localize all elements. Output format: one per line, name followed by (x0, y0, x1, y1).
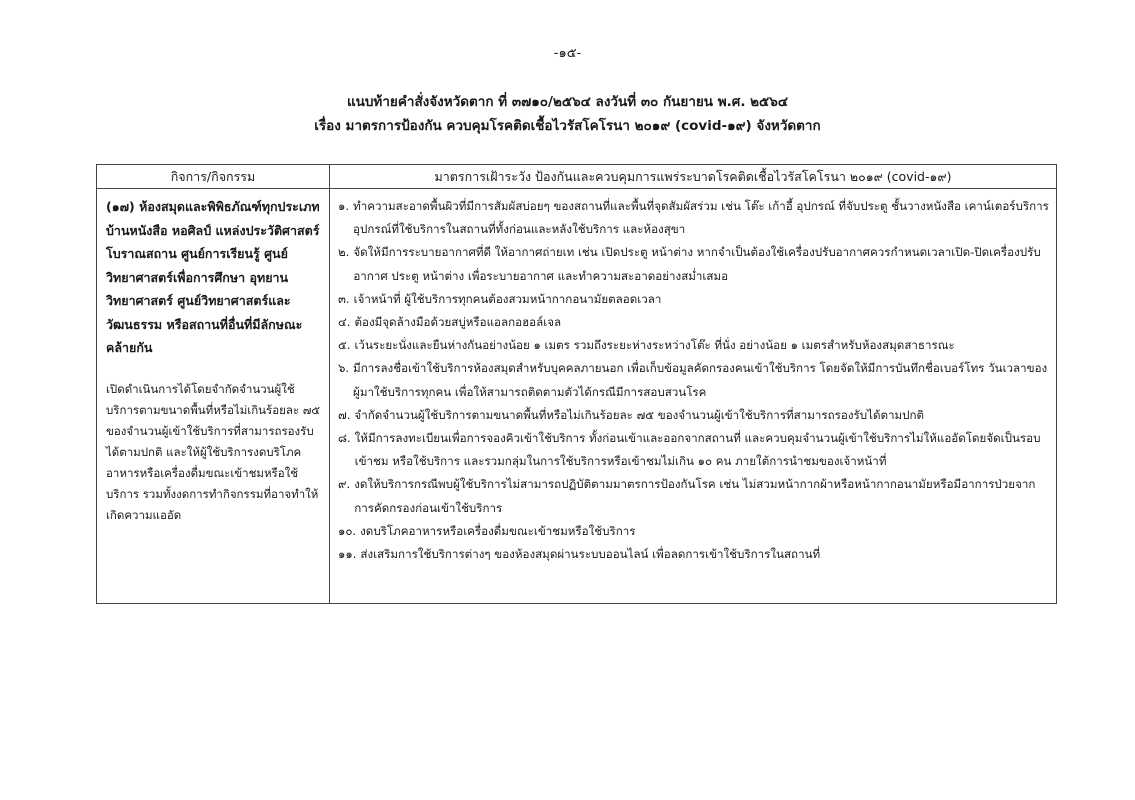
measure-text: ให้มีการลงทะเบียนเพื่อการจองคิวเข้าใช้บริการ ทั้งก่อนเข้าและออกจากสถานที่ และควบคุมจำนวนผู้เข้าใช้บริการไม่ให้แออัดโดยจัดเป็นรอบเข้าชม หรือใช้บริการ และรวมกลุ่มในการใช้บริการหรือเข้าชมไม่เกิน ๑๐ คน ภายใต้การนำชมของเจ้าหน้าที่ (354, 431, 1041, 469)
measure-number: ๕. (338, 338, 351, 353)
document-subject: เรื่อง มาตรการป้องกัน ควบคุมโรคติดเชื้อไวรัสโคโรนา ๒๐๑๙ (covid-๑๙) จังหวัดตาก (314, 118, 821, 134)
measure-number: ๖. (338, 361, 350, 376)
measure-text: ต้องมีจุดล้างมือด้วยสบู่หรือแอลกอฮอล์เจล (354, 315, 562, 330)
header-activity: กิจการ/กิจกรรม (97, 165, 330, 189)
measures-cell (330, 189, 1057, 604)
activity-condition: เปิดดำเนินการได้โดยจำกัดจำนวนผู้ใช้บริการตามขนาดพื้นที่หรือไม่เกินร้อยละ ๗๕ ของจำนวนผู้เข้าใช้บริการที่สามารถรองรับได้ตามปกติ และให้ผู้ใช้บริการงดบริโภคอาหารหรือเครื่องดื่มขณะเข้าชมหรือใช้บริการ รวมทั้งงดการทำกิจกรรมที่อาจทำให้เกิดความแออัด (106, 381, 321, 522)
measure-number: ๓. (338, 291, 350, 306)
measures-table (96, 164, 1057, 604)
measure-number: ๑๐. (338, 523, 357, 538)
table-header-row (97, 165, 1057, 189)
list-item (338, 357, 1050, 403)
measure-text: งดให้บริการกรณีพบผู้ใช้บริการไม่สามารถปฏิบัติตามมาตรการป้องกันโรค เช่น ไม่สวมหน้ากากผ้าหรือหน้ากากอนามัยหรือมีอาการป่วยจากการคัดกรองก่อนเข้าใช้บริการ (354, 477, 1036, 515)
list-item (338, 404, 1050, 427)
measure-number: ๙. (338, 477, 351, 492)
list-item (338, 334, 1050, 357)
list-item (338, 195, 1050, 241)
measure-text: ทำความสะอาดพื้นผิวที่มีการสัมผัสบ่อยๆ ของสถานที่และพื้นที่จุดสัมผัสร่วม เช่น โต๊ะ เก้าอี้ อุปกรณ์ ที่จับประตู ชั้นวางหนังสือ เคาน์เตอร์บริการ อุปกรณ์ที่ใช้บริการในสถานที่ทั้งก่อนและหลังใช้บริการ และห้องสุขา (353, 199, 1049, 237)
list-item (338, 288, 1050, 311)
list-item (338, 241, 1050, 287)
table-row (97, 189, 1057, 604)
header-measures: มาตรการเฝ้าระวัง ป้องกันและควบคุมการแพร่ระบาดโรคติดเชื้อไวรัสโคโรนา ๒๐๑๙ (covid-๑๙) (330, 165, 1057, 189)
measure-text: จัดให้มีการระบายอากาศที่ดี ให้อากาศถ่ายเท เช่น เปิดประตู หน้าต่าง หากจำเป็นต้องใช้เครื่องปรับอากาศควรกำหนดเวลาเปิด-ปิดเครื่องปรับอากาศ ประตู หน้าต่าง เพื่อระบายอากาศ และทำความสะอาดอย่างสม่ำเสมอ (353, 245, 1041, 283)
measure-text: เจ้าหน้าที่ ผู้ใช้บริการทุกคนต้องสวมหน้ากากอนามัยตลอดเวลา (353, 291, 662, 306)
document-title: แนบท้ายคำสั่งจังหวัดตาก ที่ ๓๗๑๐/๒๕๖๔ ลงวันที่ ๓๐ กันยายน พ.ศ. ๒๕๖๔ (346, 94, 789, 110)
measure-number: ๗. (338, 407, 351, 422)
measure-number: ๑๑. (338, 547, 357, 562)
list-item (338, 473, 1050, 519)
list-item (338, 427, 1050, 473)
measure-number: ๘. (338, 431, 351, 446)
measure-text: มีการลงชื่อเข้าใช้บริการห้องสมุดสำหรับบุคคลภายนอก เพื่อเก็บข้อมูลคัดกรองคนเข้าใช้บริการ โดยจัดให้มีการบันทึกชื่อเบอร์โทร วันเวลาของผู้มาใช้บริการทุกคน เพื่อให้สามารถติดตามตัวได้กรณีมีการสอบสวนโรค (353, 361, 1048, 399)
measure-text: ส่งเสริมการใช้บริการต่างๆ ของห้องสมุดผ่านระบบออนไลน์ เพื่อลดการเข้าใช้บริการในสถานที่ (360, 547, 821, 562)
page-number: -๑๕- (553, 46, 582, 61)
measure-text: เว้นระยะนั่งและยืนห่างกันอย่างน้อย ๑ เมตร รวมถึงระยะห่างระหว่างโต๊ะ ที่นั่ง อย่างน้อย ๑ เมตรสำหรับห้องสมุดสาธารณะ (354, 338, 955, 353)
activity-cell (97, 189, 330, 604)
list-item (338, 520, 1050, 543)
measure-number: ๒. (338, 245, 350, 260)
list-item (338, 311, 1050, 334)
measure-number: ๑. (338, 199, 350, 213)
measure-text: งดบริโภคอาหารหรือเครื่องดื่มขณะเข้าชมหรือใช้บริการ (360, 523, 636, 538)
measure-text: จำกัดจำนวนผู้ใช้บริการตามขนาดพื้นที่หรือไม่เกินร้อยละ ๗๕ ของจำนวนผู้เข้าใช้บริการที่สามารถรองรับได้ตามปกติ (354, 407, 925, 422)
list-item (338, 543, 1050, 566)
activity-name: (๑๗) ห้องสมุดและพิพิธภัณฑ์ทุกประเภท บ้านหนังสือ หอศิลป์ แหล่งประวัติศาสตร์ โบราณสถาน ศูนย์การเรียนรู้ ศูนย์วิทยาศาสตร์เพื่อการศึกษา อุทยานวิทยาศาสตร์ ศูนย์วิทยาศาสตร์และวัฒนธรรม หรือสถานที่อื่นที่มีลักษณะคล้ายกัน (106, 199, 320, 355)
measure-number: ๔. (338, 315, 351, 330)
